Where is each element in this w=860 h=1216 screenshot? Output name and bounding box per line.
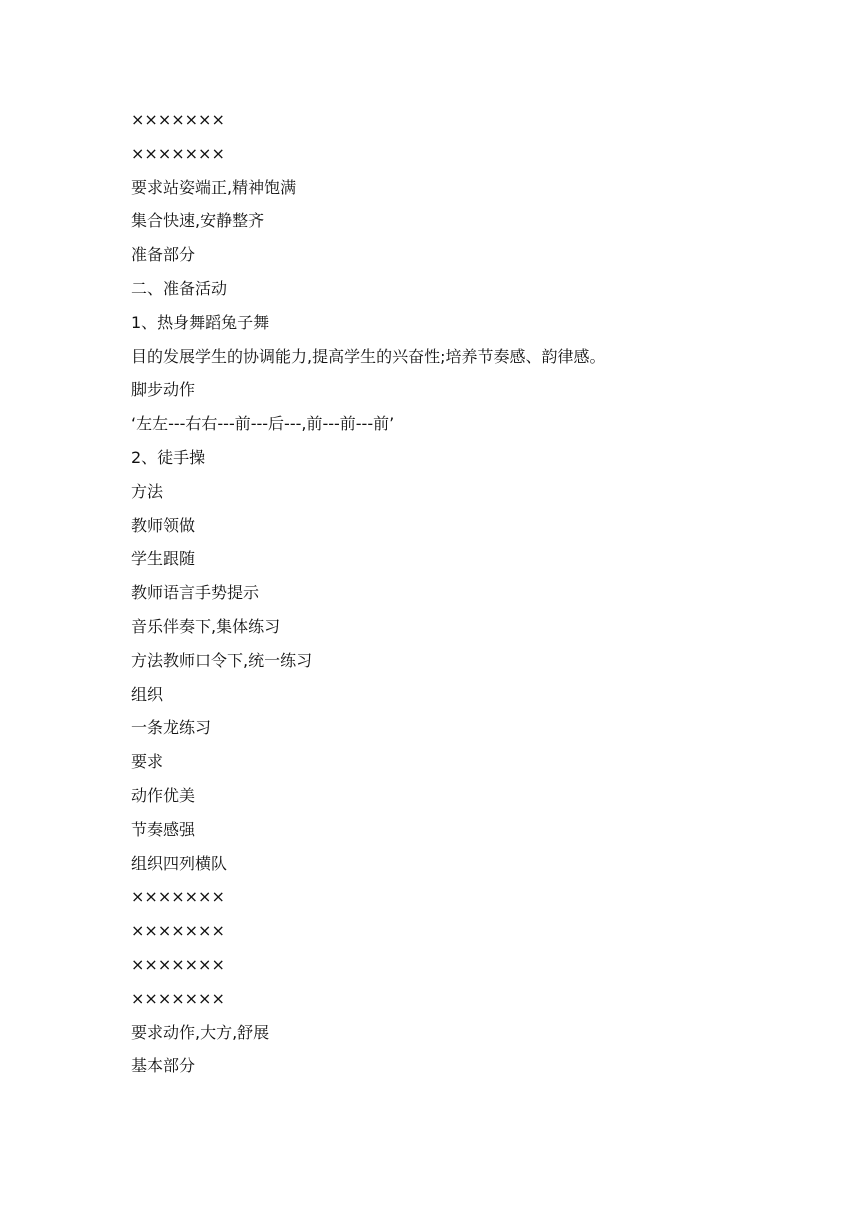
requirement-text: 要求动作,大方,舒展 [131,1022,270,1042]
paragraph-text: 音乐伴奏下,集体练习 [131,616,281,636]
paragraph-text: 脚步动作 [131,380,196,400]
paragraph-text: 目的发展学生的协调能力,提高学生的兴奋性;培养节奏感、韵律感。 [131,346,606,366]
paragraph-text: 动作优美 [131,785,196,805]
requirement-text: 要求站姿端正,精神饱满 [131,177,297,197]
document-body [131,103,811,1083]
activity-title: 1、热身舞蹈兔子舞 [131,312,270,332]
section-heading: 基本部分 [131,1056,196,1076]
paragraph-text: 教师领做 [131,515,196,535]
formation-row: ××××××× [131,954,225,974]
requirement-text: 集合快速,安静整齐 [131,211,265,231]
paragraph-text: 学生跟随 [131,549,196,569]
formation-row: ××××××× [131,921,225,941]
paragraph-text: 组织 [131,684,164,704]
formation-row: ××××××× [131,887,225,907]
paragraph-text: 要求 [131,752,164,772]
paragraph-text: 一条龙练习 [131,718,212,738]
formation-row: ××××××× [131,110,225,129]
paragraph-text: ‘左左---右右---前---后---,前---前---前’ [131,414,395,434]
formation-row: ××××××× [131,988,225,1008]
section-heading: 二、准备活动 [131,278,228,298]
section-heading: 准备部分 [131,245,196,265]
formation-row: ××××××× [131,143,225,163]
paragraph-text: 方法教师口令下,统一练习 [131,650,313,670]
activity-title: 2、徒手操 [131,447,206,467]
paragraph-text: 节奏感强 [131,819,196,839]
paragraph-text: 组织四列横队 [131,853,228,873]
paragraph-text: 教师语言手势提示 [131,583,260,603]
paragraph-text: 方法 [131,481,164,501]
